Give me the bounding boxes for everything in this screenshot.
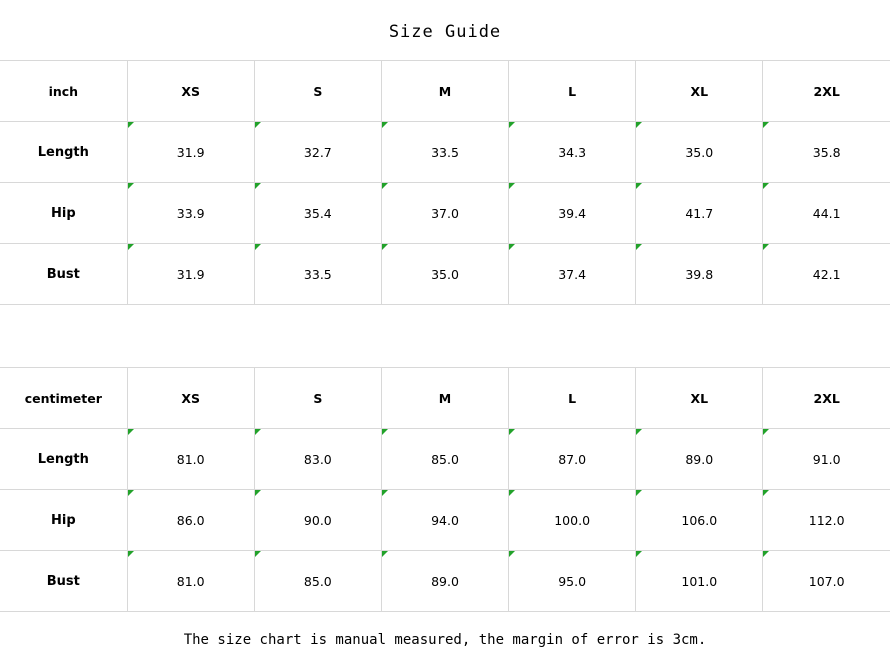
cell-bust-l: 95.0 bbox=[509, 551, 636, 612]
table-row bbox=[0, 429, 890, 490]
cell-hip-xl: 41.7 bbox=[636, 183, 763, 244]
size-header-m: M bbox=[381, 368, 508, 429]
size-header-2xl: 2XL bbox=[763, 61, 890, 122]
size-table-centimeter bbox=[0, 367, 890, 612]
table-row bbox=[0, 183, 890, 244]
cell-hip-s: 90.0 bbox=[254, 490, 381, 551]
cell-bust-xs: 31.9 bbox=[127, 244, 254, 305]
size-header-xl: XL bbox=[636, 61, 763, 122]
cell-length-m: 33.5 bbox=[381, 122, 508, 183]
size-header-s: S bbox=[254, 61, 381, 122]
cell-length-s: 32.7 bbox=[254, 122, 381, 183]
cell-bust-s: 33.5 bbox=[254, 244, 381, 305]
unit-label-centimeter: centimeter bbox=[0, 368, 127, 429]
cell-bust-2xl: 42.1 bbox=[763, 244, 890, 305]
table-header-row bbox=[0, 368, 890, 429]
row-label-hip: Hip bbox=[0, 183, 127, 244]
cell-length-l: 87.0 bbox=[509, 429, 636, 490]
page-title: Size Guide bbox=[388, 22, 502, 42]
size-header-l: L bbox=[509, 61, 636, 122]
cell-hip-2xl: 112.0 bbox=[763, 490, 890, 551]
cell-hip-l: 39.4 bbox=[509, 183, 636, 244]
row-label-length: Length bbox=[0, 122, 127, 183]
cell-length-xs: 81.0 bbox=[127, 429, 254, 490]
cell-hip-s: 35.4 bbox=[254, 183, 381, 244]
cell-length-m: 85.0 bbox=[381, 429, 508, 490]
cell-hip-xs: 86.0 bbox=[127, 490, 254, 551]
cell-length-xl: 89.0 bbox=[636, 429, 763, 490]
cell-bust-l: 37.4 bbox=[509, 244, 636, 305]
cell-length-2xl: 35.8 bbox=[763, 122, 890, 183]
cell-bust-s: 85.0 bbox=[254, 551, 381, 612]
cell-length-xl: 35.0 bbox=[636, 122, 763, 183]
cell-bust-xl: 101.0 bbox=[636, 551, 763, 612]
unit-label-inch: inch bbox=[0, 61, 127, 122]
size-header-xs: XS bbox=[127, 368, 254, 429]
measurement-disclaimer: The size chart is manual measured, the margin of error is 3cm. bbox=[183, 632, 707, 648]
cell-bust-xl: 39.8 bbox=[636, 244, 763, 305]
cell-length-s: 83.0 bbox=[254, 429, 381, 490]
size-header-l: L bbox=[509, 368, 636, 429]
cell-length-xs: 31.9 bbox=[127, 122, 254, 183]
row-label-bust: Bust bbox=[0, 551, 127, 612]
cell-hip-m: 94.0 bbox=[381, 490, 508, 551]
size-table-inch bbox=[0, 60, 890, 305]
row-label-hip: Hip bbox=[0, 490, 127, 551]
table-row bbox=[0, 244, 890, 305]
cell-hip-2xl: 44.1 bbox=[763, 183, 890, 244]
cell-length-2xl: 91.0 bbox=[763, 429, 890, 490]
cell-bust-m: 35.0 bbox=[381, 244, 508, 305]
cell-hip-l: 100.0 bbox=[509, 490, 636, 551]
table-header-row bbox=[0, 61, 890, 122]
row-label-bust: Bust bbox=[0, 244, 127, 305]
cell-hip-xl: 106.0 bbox=[636, 490, 763, 551]
size-header-m: M bbox=[381, 61, 508, 122]
cell-hip-m: 37.0 bbox=[381, 183, 508, 244]
cell-bust-2xl: 107.0 bbox=[763, 551, 890, 612]
table-row bbox=[0, 490, 890, 551]
table-separator bbox=[0, 305, 890, 367]
cell-bust-xs: 81.0 bbox=[127, 551, 254, 612]
size-header-s: S bbox=[254, 368, 381, 429]
size-header-2xl: 2XL bbox=[763, 368, 890, 429]
table-row bbox=[0, 122, 890, 183]
cell-bust-m: 89.0 bbox=[381, 551, 508, 612]
cell-hip-xs: 33.9 bbox=[127, 183, 254, 244]
row-label-length: Length bbox=[0, 429, 127, 490]
size-header-xs: XS bbox=[127, 61, 254, 122]
cell-length-l: 34.3 bbox=[509, 122, 636, 183]
table-row bbox=[0, 551, 890, 612]
size-header-xl: XL bbox=[636, 368, 763, 429]
